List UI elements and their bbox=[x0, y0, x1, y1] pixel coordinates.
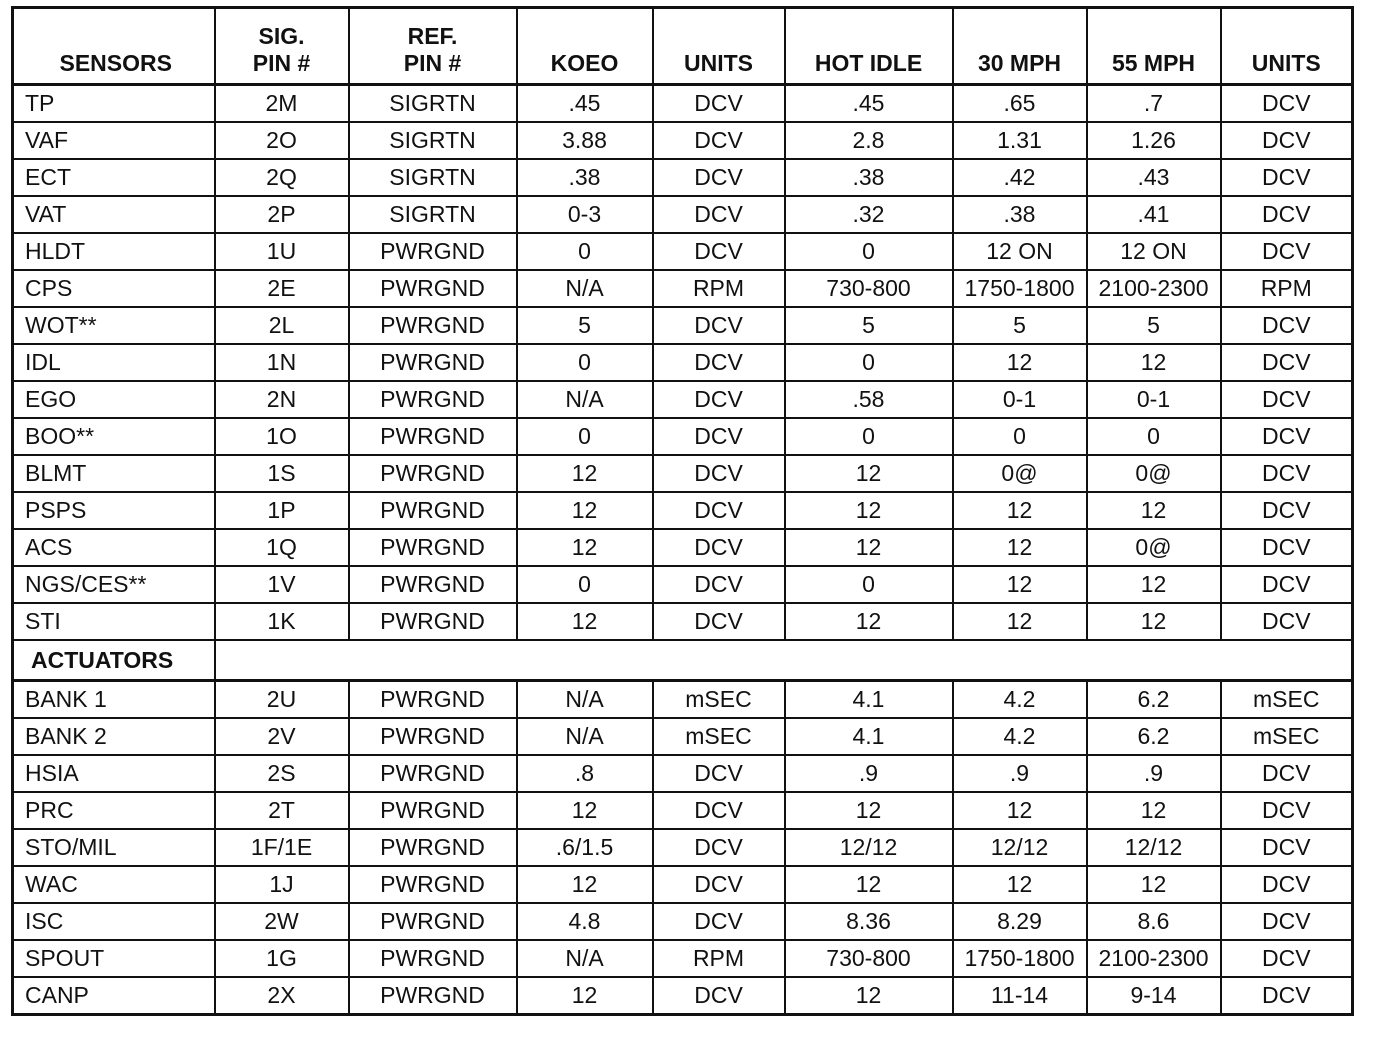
table-row bbox=[13, 681, 1353, 719]
cell-units-2: DCV bbox=[1221, 603, 1353, 640]
table-row bbox=[13, 903, 1353, 940]
cell-30-mph: 12 bbox=[953, 792, 1087, 829]
cell-ref-pin: PWRGND bbox=[349, 492, 517, 529]
cell-name: WAC bbox=[13, 866, 215, 903]
cell-ref-pin: PWRGND bbox=[349, 903, 517, 940]
header-row bbox=[13, 8, 1353, 85]
cell-koeo: N/A bbox=[517, 718, 653, 755]
header-55-mph: 55 MPH bbox=[1087, 8, 1221, 85]
cell-koeo: 12 bbox=[517, 977, 653, 1015]
cell-ref-pin: PWRGND bbox=[349, 603, 517, 640]
cell-sig-pin: 2V bbox=[215, 718, 349, 755]
cell-hot-idle: 0 bbox=[785, 233, 953, 270]
cell-55-mph: 0 bbox=[1087, 418, 1221, 455]
cell-hot-idle: 12 bbox=[785, 977, 953, 1015]
cell-units-2: DCV bbox=[1221, 529, 1353, 566]
cell-units-2: DCV bbox=[1221, 829, 1353, 866]
cell-sig-pin: 2L bbox=[215, 307, 349, 344]
cell-koeo: 12 bbox=[517, 492, 653, 529]
cell-name: BLMT bbox=[13, 455, 215, 492]
cell-55-mph: .41 bbox=[1087, 196, 1221, 233]
cell-hot-idle: 0 bbox=[785, 418, 953, 455]
header-units-2: UNITS bbox=[1221, 8, 1353, 85]
table-row bbox=[13, 977, 1353, 1015]
cell-units: DCV bbox=[653, 603, 785, 640]
cell-units-2: DCV bbox=[1221, 344, 1353, 381]
cell-hot-idle: 12 bbox=[785, 792, 953, 829]
cell-units: DCV bbox=[653, 566, 785, 603]
cell-units-2: DCV bbox=[1221, 418, 1353, 455]
cell-koeo: N/A bbox=[517, 940, 653, 977]
cell-30-mph: 1750-1800 bbox=[953, 270, 1087, 307]
cell-name: ECT bbox=[13, 159, 215, 196]
table-row bbox=[13, 492, 1353, 529]
cell-30-mph: 11-14 bbox=[953, 977, 1087, 1015]
cell-units: DCV bbox=[653, 755, 785, 792]
cell-units: DCV bbox=[653, 418, 785, 455]
cell-hot-idle: 12 bbox=[785, 529, 953, 566]
cell-koeo: 0 bbox=[517, 233, 653, 270]
cell-units: DCV bbox=[653, 196, 785, 233]
cell-30-mph: 12 bbox=[953, 344, 1087, 381]
cell-hot-idle: 0 bbox=[785, 566, 953, 603]
cell-ref-pin: PWRGND bbox=[349, 344, 517, 381]
cell-name: BANK 2 bbox=[13, 718, 215, 755]
cell-55-mph: 12 bbox=[1087, 792, 1221, 829]
cell-units: mSEC bbox=[653, 681, 785, 719]
cell-30-mph: 1.31 bbox=[953, 122, 1087, 159]
cell-sig-pin: 2E bbox=[215, 270, 349, 307]
table-row bbox=[13, 85, 1353, 123]
cell-30-mph: 12 bbox=[953, 566, 1087, 603]
cell-sig-pin: 1V bbox=[215, 566, 349, 603]
cell-sig-pin: 1S bbox=[215, 455, 349, 492]
cell-ref-pin: PWRGND bbox=[349, 755, 517, 792]
cell-hot-idle: 12 bbox=[785, 866, 953, 903]
cell-hot-idle: 12 bbox=[785, 603, 953, 640]
cell-hot-idle: .9 bbox=[785, 755, 953, 792]
sensor-actuator-spec-table bbox=[11, 6, 1354, 1016]
cell-55-mph: 8.6 bbox=[1087, 903, 1221, 940]
cell-ref-pin: PWRGND bbox=[349, 381, 517, 418]
cell-sig-pin: 2O bbox=[215, 122, 349, 159]
cell-ref-pin: PWRGND bbox=[349, 792, 517, 829]
cell-name: STO/MIL bbox=[13, 829, 215, 866]
section-filler bbox=[215, 640, 1353, 681]
cell-hot-idle: 8.36 bbox=[785, 903, 953, 940]
cell-hot-idle: 0 bbox=[785, 344, 953, 381]
cell-30-mph: 12 bbox=[953, 529, 1087, 566]
cell-30-mph: 8.29 bbox=[953, 903, 1087, 940]
cell-koeo: 0 bbox=[517, 566, 653, 603]
cell-55-mph: 12/12 bbox=[1087, 829, 1221, 866]
cell-koeo: .6/1.5 bbox=[517, 829, 653, 866]
cell-sig-pin: 1P bbox=[215, 492, 349, 529]
cell-units: DCV bbox=[653, 85, 785, 123]
actuators-section bbox=[13, 681, 1353, 1015]
cell-sig-pin: 2T bbox=[215, 792, 349, 829]
cell-units: DCV bbox=[653, 829, 785, 866]
cell-units-2: DCV bbox=[1221, 492, 1353, 529]
cell-ref-pin: PWRGND bbox=[349, 529, 517, 566]
cell-sig-pin: 2W bbox=[215, 903, 349, 940]
cell-55-mph: 5 bbox=[1087, 307, 1221, 344]
cell-units: DCV bbox=[653, 307, 785, 344]
cell-hot-idle: 4.1 bbox=[785, 718, 953, 755]
cell-units: RPM bbox=[653, 270, 785, 307]
cell-units-2: DCV bbox=[1221, 307, 1353, 344]
cell-units-2: mSEC bbox=[1221, 718, 1353, 755]
cell-30-mph: 12 ON bbox=[953, 233, 1087, 270]
cell-units-2: DCV bbox=[1221, 159, 1353, 196]
cell-units: DCV bbox=[653, 903, 785, 940]
cell-55-mph: 12 bbox=[1087, 603, 1221, 640]
cell-hot-idle: 12 bbox=[785, 492, 953, 529]
header-sig-pin: SIG. PIN # bbox=[215, 8, 349, 85]
cell-30-mph: 0 bbox=[953, 418, 1087, 455]
cell-sig-pin: 1K bbox=[215, 603, 349, 640]
cell-units-2: DCV bbox=[1221, 122, 1353, 159]
cell-ref-pin: PWRGND bbox=[349, 681, 517, 719]
cell-units: RPM bbox=[653, 940, 785, 977]
cell-hot-idle: .58 bbox=[785, 381, 953, 418]
cell-units: DCV bbox=[653, 866, 785, 903]
cell-units-2: DCV bbox=[1221, 903, 1353, 940]
cell-55-mph: 6.2 bbox=[1087, 681, 1221, 719]
cell-30-mph: .9 bbox=[953, 755, 1087, 792]
table-row bbox=[13, 529, 1353, 566]
cell-55-mph: 12 bbox=[1087, 344, 1221, 381]
cell-units: mSEC bbox=[653, 718, 785, 755]
cell-sig-pin: 1G bbox=[215, 940, 349, 977]
cell-sig-pin: 1J bbox=[215, 866, 349, 903]
cell-name: HLDT bbox=[13, 233, 215, 270]
cell-units-2: DCV bbox=[1221, 792, 1353, 829]
cell-ref-pin: SIGRTN bbox=[349, 159, 517, 196]
cell-55-mph: .7 bbox=[1087, 85, 1221, 123]
table-row bbox=[13, 866, 1353, 903]
header-30-mph: 30 MPH bbox=[953, 8, 1087, 85]
cell-name: VAF bbox=[13, 122, 215, 159]
cell-hot-idle: 12/12 bbox=[785, 829, 953, 866]
header-units: UNITS bbox=[653, 8, 785, 85]
cell-30-mph: 12 bbox=[953, 866, 1087, 903]
cell-units-2: DCV bbox=[1221, 196, 1353, 233]
cell-sig-pin: 2P bbox=[215, 196, 349, 233]
cell-units: DCV bbox=[653, 455, 785, 492]
cell-name: PSPS bbox=[13, 492, 215, 529]
cell-name: ACS bbox=[13, 529, 215, 566]
cell-name: CPS bbox=[13, 270, 215, 307]
cell-55-mph: 2100-2300 bbox=[1087, 940, 1221, 977]
cell-55-mph: 0@ bbox=[1087, 455, 1221, 492]
header-hot-idle: HOT IDLE bbox=[785, 8, 953, 85]
sensors-section bbox=[13, 85, 1353, 641]
cell-name: HSIA bbox=[13, 755, 215, 792]
cell-ref-pin: SIGRTN bbox=[349, 122, 517, 159]
cell-hot-idle: 730-800 bbox=[785, 940, 953, 977]
table-row bbox=[13, 792, 1353, 829]
cell-30-mph: 0-1 bbox=[953, 381, 1087, 418]
cell-units-2: RPM bbox=[1221, 270, 1353, 307]
table-row bbox=[13, 603, 1353, 640]
cell-55-mph: 12 ON bbox=[1087, 233, 1221, 270]
cell-sig-pin: 1Q bbox=[215, 529, 349, 566]
cell-55-mph: 9-14 bbox=[1087, 977, 1221, 1015]
cell-hot-idle: 12 bbox=[785, 455, 953, 492]
cell-name: BANK 1 bbox=[13, 681, 215, 719]
cell-55-mph: 12 bbox=[1087, 566, 1221, 603]
table-row bbox=[13, 829, 1353, 866]
cell-55-mph: 6.2 bbox=[1087, 718, 1221, 755]
cell-units-2: DCV bbox=[1221, 85, 1353, 123]
cell-koeo: 5 bbox=[517, 307, 653, 344]
cell-name: WOT** bbox=[13, 307, 215, 344]
cell-name: ISC bbox=[13, 903, 215, 940]
header-ref-pin: REF. PIN # bbox=[349, 8, 517, 85]
cell-hot-idle: .45 bbox=[785, 85, 953, 123]
cell-55-mph: 12 bbox=[1087, 866, 1221, 903]
cell-units-2: DCV bbox=[1221, 455, 1353, 492]
cell-sig-pin: 2Q bbox=[215, 159, 349, 196]
cell-30-mph: .65 bbox=[953, 85, 1087, 123]
cell-koeo: 12 bbox=[517, 792, 653, 829]
cell-units: DCV bbox=[653, 792, 785, 829]
cell-koeo: N/A bbox=[517, 270, 653, 307]
cell-30-mph: 1750-1800 bbox=[953, 940, 1087, 977]
header-sensors: SENSORS bbox=[13, 8, 215, 85]
cell-koeo: 12 bbox=[517, 866, 653, 903]
cell-koeo: 12 bbox=[517, 455, 653, 492]
table-row bbox=[13, 455, 1353, 492]
cell-30-mph: 12/12 bbox=[953, 829, 1087, 866]
cell-name: PRC bbox=[13, 792, 215, 829]
table-row bbox=[13, 270, 1353, 307]
table-row bbox=[13, 233, 1353, 270]
table-row bbox=[13, 940, 1353, 977]
cell-name: NGS/CES** bbox=[13, 566, 215, 603]
cell-koeo: N/A bbox=[517, 381, 653, 418]
cell-55-mph: 0@ bbox=[1087, 529, 1221, 566]
cell-koeo: 0-3 bbox=[517, 196, 653, 233]
cell-koeo: 12 bbox=[517, 603, 653, 640]
cell-units-2: DCV bbox=[1221, 755, 1353, 792]
cell-units: DCV bbox=[653, 529, 785, 566]
cell-sig-pin: 1N bbox=[215, 344, 349, 381]
cell-ref-pin: PWRGND bbox=[349, 307, 517, 344]
table-row bbox=[13, 418, 1353, 455]
cell-koeo: N/A bbox=[517, 681, 653, 719]
cell-30-mph: 12 bbox=[953, 603, 1087, 640]
table-row bbox=[13, 344, 1353, 381]
cell-sig-pin: 1O bbox=[215, 418, 349, 455]
cell-koeo: .45 bbox=[517, 85, 653, 123]
cell-name: VAT bbox=[13, 196, 215, 233]
cell-units-2: DCV bbox=[1221, 866, 1353, 903]
cell-koeo: 0 bbox=[517, 418, 653, 455]
cell-30-mph: .42 bbox=[953, 159, 1087, 196]
cell-ref-pin: PWRGND bbox=[349, 977, 517, 1015]
cell-koeo: 3.88 bbox=[517, 122, 653, 159]
table-row bbox=[13, 307, 1353, 344]
cell-units-2: DCV bbox=[1221, 233, 1353, 270]
cell-sig-pin: 2N bbox=[215, 381, 349, 418]
cell-ref-pin: PWRGND bbox=[349, 455, 517, 492]
cell-sig-pin: 2M bbox=[215, 85, 349, 123]
cell-30-mph: .38 bbox=[953, 196, 1087, 233]
section-label-actuators: ACTUATORS bbox=[13, 640, 215, 681]
cell-name: TP bbox=[13, 85, 215, 123]
cell-name: CANP bbox=[13, 977, 215, 1015]
cell-ref-pin: SIGRTN bbox=[349, 196, 517, 233]
cell-ref-pin: PWRGND bbox=[349, 270, 517, 307]
cell-units-2: DCV bbox=[1221, 940, 1353, 977]
cell-units: DCV bbox=[653, 233, 785, 270]
cell-units: DCV bbox=[653, 492, 785, 529]
cell-30-mph: 0@ bbox=[953, 455, 1087, 492]
cell-hot-idle: 5 bbox=[785, 307, 953, 344]
cell-name: SPOUT bbox=[13, 940, 215, 977]
cell-ref-pin: PWRGND bbox=[349, 940, 517, 977]
cell-ref-pin: PWRGND bbox=[349, 718, 517, 755]
section-row-actuators bbox=[13, 640, 1353, 681]
cell-hot-idle: .32 bbox=[785, 196, 953, 233]
cell-55-mph: 2100-2300 bbox=[1087, 270, 1221, 307]
table-row bbox=[13, 196, 1353, 233]
table-row bbox=[13, 122, 1353, 159]
cell-ref-pin: PWRGND bbox=[349, 566, 517, 603]
cell-55-mph: 12 bbox=[1087, 492, 1221, 529]
cell-name: EGO bbox=[13, 381, 215, 418]
cell-ref-pin: PWRGND bbox=[349, 866, 517, 903]
cell-30-mph: 5 bbox=[953, 307, 1087, 344]
header-koeo: KOEO bbox=[517, 8, 653, 85]
cell-ref-pin: PWRGND bbox=[349, 829, 517, 866]
cell-koeo: .8 bbox=[517, 755, 653, 792]
cell-hot-idle: .38 bbox=[785, 159, 953, 196]
cell-koeo: 4.8 bbox=[517, 903, 653, 940]
cell-koeo: 12 bbox=[517, 529, 653, 566]
cell-units: DCV bbox=[653, 159, 785, 196]
cell-30-mph: 4.2 bbox=[953, 681, 1087, 719]
cell-units-2: DCV bbox=[1221, 566, 1353, 603]
cell-30-mph: 12 bbox=[953, 492, 1087, 529]
cell-units: DCV bbox=[653, 381, 785, 418]
cell-sig-pin: 2X bbox=[215, 977, 349, 1015]
table-row bbox=[13, 381, 1353, 418]
cell-55-mph: 0-1 bbox=[1087, 381, 1221, 418]
table-row bbox=[13, 159, 1353, 196]
table-row bbox=[13, 566, 1353, 603]
cell-units: DCV bbox=[653, 122, 785, 159]
cell-ref-pin: SIGRTN bbox=[349, 85, 517, 123]
cell-units: DCV bbox=[653, 344, 785, 381]
cell-sig-pin: 2U bbox=[215, 681, 349, 719]
table-row bbox=[13, 718, 1353, 755]
cell-55-mph: 1.26 bbox=[1087, 122, 1221, 159]
cell-ref-pin: PWRGND bbox=[349, 233, 517, 270]
cell-55-mph: .9 bbox=[1087, 755, 1221, 792]
cell-ref-pin: PWRGND bbox=[349, 418, 517, 455]
cell-koeo: .38 bbox=[517, 159, 653, 196]
cell-sig-pin: 1U bbox=[215, 233, 349, 270]
cell-units: DCV bbox=[653, 977, 785, 1015]
cell-hot-idle: 2.8 bbox=[785, 122, 953, 159]
cell-name: IDL bbox=[13, 344, 215, 381]
actuators-section-header bbox=[13, 640, 1353, 681]
cell-sig-pin: 1F/1E bbox=[215, 829, 349, 866]
cell-name: BOO** bbox=[13, 418, 215, 455]
cell-hot-idle: 730-800 bbox=[785, 270, 953, 307]
cell-koeo: 0 bbox=[517, 344, 653, 381]
cell-name: STI bbox=[13, 603, 215, 640]
table-row bbox=[13, 755, 1353, 792]
cell-hot-idle: 4.1 bbox=[785, 681, 953, 719]
cell-units-2: mSEC bbox=[1221, 681, 1353, 719]
cell-units-2: DCV bbox=[1221, 977, 1353, 1015]
cell-30-mph: 4.2 bbox=[953, 718, 1087, 755]
cell-55-mph: .43 bbox=[1087, 159, 1221, 196]
cell-sig-pin: 2S bbox=[215, 755, 349, 792]
cell-units-2: DCV bbox=[1221, 381, 1353, 418]
